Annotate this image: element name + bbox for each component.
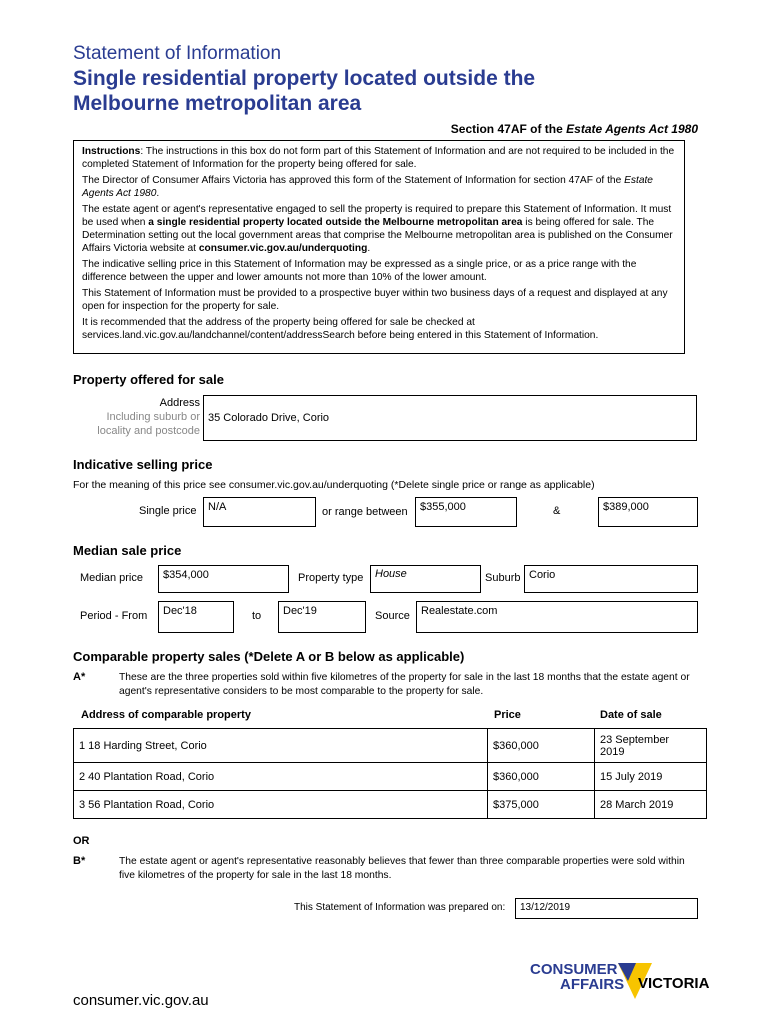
comparable-price[interactable]: $375,000 (488, 791, 595, 819)
col-date-header: Date of sale (600, 709, 662, 721)
property-type-value: House (375, 568, 407, 580)
title-line-2: Melbourne metropolitan area (73, 92, 362, 115)
comparable-address[interactable]: 3 56 Plantation Road, Corio (74, 791, 488, 819)
period-from-label: Period - From (80, 610, 148, 622)
instructions-p3b: is being offered for sale. The Determination setting out the local government areas that comprise the Melbourne metropolitan area is published on the Consumer Affairs Victoria website at (82, 217, 673, 255)
table-row (74, 729, 707, 763)
instructions-p2: The Director of Consumer Affairs Victoria has approved this form of the Statement of Information for section 47AF of the (82, 174, 625, 186)
median-price-field[interactable]: $354,000 (158, 565, 289, 593)
property-type-label: Property type (298, 572, 364, 584)
option-a-text: These are the three properties sold within five kilometres of the property for sale in the last 18 months that the estate agent or agent's representative considers to be most comparable to the property for sale. (119, 672, 690, 697)
instructions-p4: The indicative selling price in this Statement of Information may be expressed as a single price, or as a price range with the difference between the upper and lower amounts not more than 10% of the lower amount. (82, 259, 637, 284)
instructions-p1: : The instructions in this box do not form part of this Statement of Information and are not required to be included in the completed Statement of Information for the property being offered for sale. (82, 146, 675, 171)
instructions-p3a: The estate agent or agent's representative engaged to sell the property is required to prepare this Statement of Information. It must be used when (82, 203, 672, 229)
prepared-label: This Statement of Information was prepared on: (294, 902, 506, 913)
period-from-field[interactable]: Dec'18 (158, 601, 234, 633)
source-label: Source (375, 610, 410, 622)
page-title (73, 66, 693, 116)
property-heading: Property offered for sale (73, 372, 224, 387)
underquoting-link[interactable]: consumer.vic.gov.au/underquoting (198, 243, 368, 255)
footer-url[interactable]: consumer.vic.gov.au (73, 992, 209, 1009)
or-label: OR (73, 835, 90, 847)
source-field[interactable]: Realestate.com (416, 601, 698, 633)
instructions-p3-end: . (367, 243, 371, 255)
logo-affairs: AFFAIRS (560, 976, 625, 993)
option-b-text: The estate agent or agent's representative reasonably believes that fewer than three comparable properties were sold within five kilometres of the property for sale in the last 18 months. (119, 856, 685, 881)
suburb-field[interactable]: Corio (524, 565, 698, 593)
section-act: Estate Agents Act 1980 (566, 122, 698, 136)
instructions-p6: It is recommended that the address of the property being offered for sale be checked at services.land.vic.gov.au/landchannel/content/addressSearch before being entered in this Statement of Information. (82, 316, 599, 342)
comparable-date-line2: 2019 (600, 745, 625, 758)
instructions-label: Instructions (82, 146, 141, 157)
comparable-heading: Comparable property sales (*Delete A or B below as applicable) (73, 649, 465, 664)
logo-consumer: CONSUMER (530, 961, 618, 978)
comparable-price[interactable]: $360,000 (488, 763, 595, 791)
table-row (74, 763, 707, 791)
col-address-header: Address of comparable property (81, 709, 251, 721)
range-high-field[interactable]: $389,000 (598, 497, 698, 527)
col-price-header: Price (494, 709, 521, 721)
section-reference (451, 122, 698, 136)
instructions-p5: This Statement of Information must be provided to a prospective buyer within two business days of a request and displayed at any open for inspection for the property for sale. (82, 288, 668, 313)
consumer-affairs-logo (528, 957, 710, 1005)
comparable-table (73, 728, 707, 819)
comparable-date[interactable] (595, 729, 707, 763)
comparable-address[interactable]: 2 40 Plantation Road, Corio (74, 763, 488, 791)
comparable-date-line1: 23 September (600, 733, 670, 746)
property-type-field[interactable] (370, 565, 481, 593)
period-to-label: to (252, 610, 262, 622)
comparable-address[interactable]: 1 18 Harding Street, Corio (74, 729, 488, 763)
prepared-date-field[interactable]: 13/12/2019 (515, 898, 698, 919)
address-label (60, 396, 200, 438)
period-to-field[interactable]: Dec'19 (278, 601, 366, 633)
range-ampersand: & (553, 505, 561, 517)
instructions-p3-bold: a single residential property located outside the Melbourne metropolitan area (148, 217, 523, 229)
address-label-3: locality and postcode (97, 425, 200, 437)
address-field[interactable]: 35 Colorado Drive, Corio (203, 395, 697, 441)
address-label-1: Address (159, 397, 200, 409)
instructions-box (73, 140, 685, 354)
instructions-p2-end: . (156, 188, 160, 200)
section-prefix: Section 47AF of the (450, 122, 563, 136)
range-low-field[interactable]: $355,000 (415, 497, 517, 527)
indicative-note: For the meaning of this price see consumer.vic.gov.au/underquoting (*Delete single price or range as applicable) (73, 479, 595, 491)
option-b-marker: B* (73, 855, 86, 867)
instructions-p2-act: Estate Agents Act 1980 (82, 174, 653, 200)
single-price-label: Single price (139, 505, 197, 517)
form-kicker: Statement of Information (73, 43, 282, 64)
range-label: or range between (322, 506, 408, 518)
comparable-date[interactable]: 15 July 2019 (595, 763, 707, 791)
title-line-1: Single residential property located outside the (73, 67, 536, 90)
single-price-field[interactable]: N/A (203, 497, 316, 527)
indicative-heading: Indicative selling price (73, 457, 213, 472)
median-price-label: Median price (80, 572, 143, 584)
option-a-marker: A* (73, 671, 86, 683)
comparable-price[interactable]: $360,000 (488, 729, 595, 763)
address-label-2: Including suburb or (106, 411, 200, 423)
table-row (74, 791, 707, 819)
logo-victoria: VICTORIA (638, 975, 710, 992)
median-heading: Median sale price (73, 543, 182, 558)
suburb-label: Suburb (485, 572, 521, 584)
comparable-date[interactable]: 28 March 2019 (595, 791, 707, 819)
